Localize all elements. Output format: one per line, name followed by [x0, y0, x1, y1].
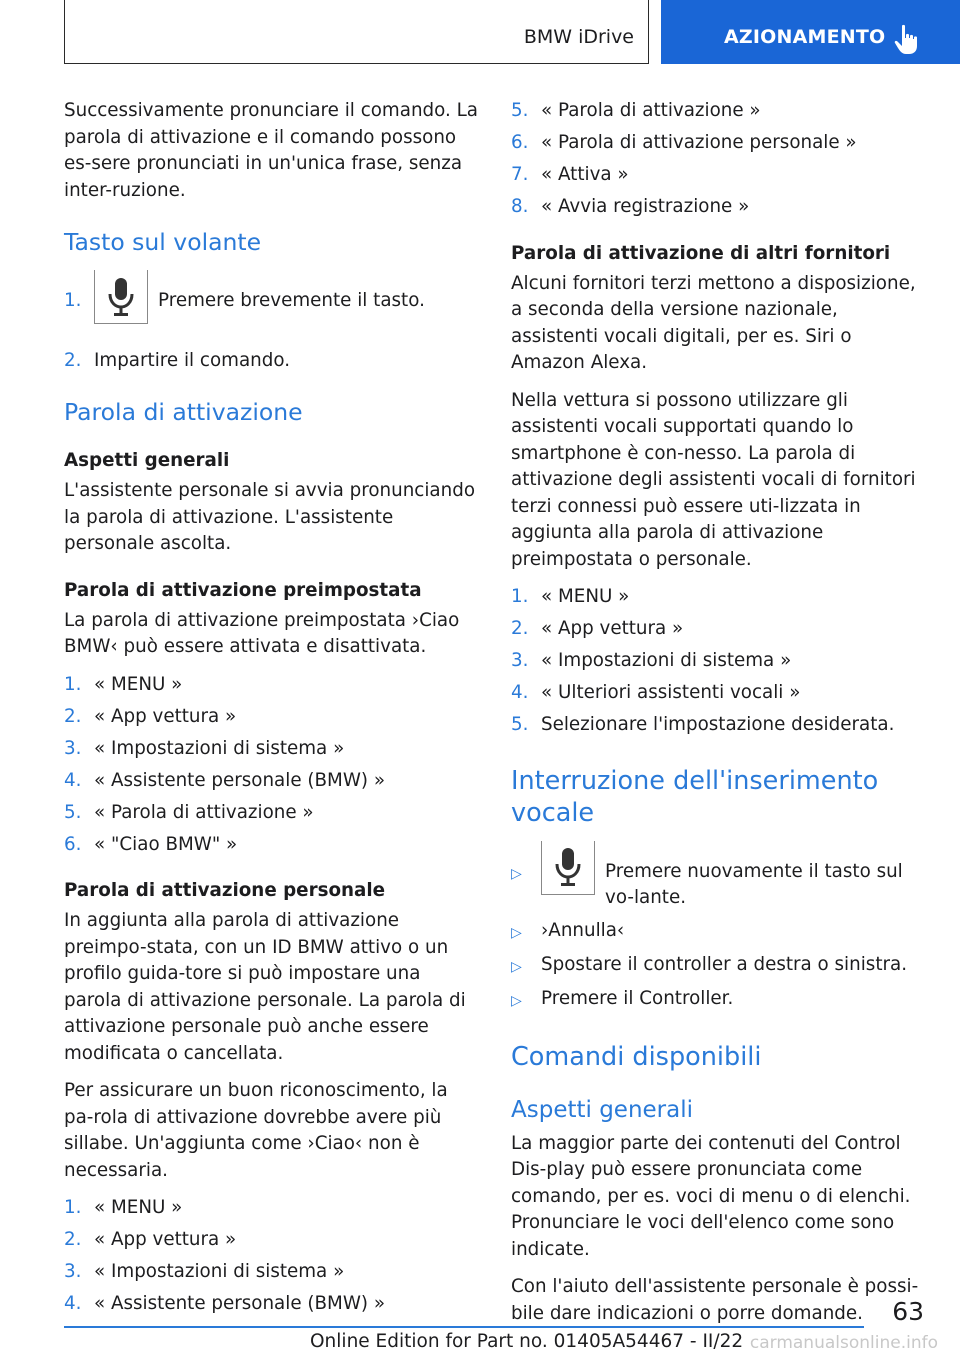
preimpostata-steps: [64, 672, 479, 859]
aspetti-paragraph: L'assistente personale si avvia pronunciando la parola di attivazione. L'assistente personale ascolta.: [64, 480, 476, 554]
list-item: 1. Premere brevemente il tasto.: [64, 288, 479, 342]
heading-preimpostata: Parola di attivazione preimpostata: [64, 579, 422, 601]
list-item: 5. « Parola di attivazione »: [64, 801, 314, 823]
footer-divider: [64, 1326, 864, 1328]
list-item: 2. Impartire il comando.: [64, 349, 291, 371]
list-item: 1. « MENU »: [64, 1197, 183, 1218]
list-item: 2. « App vettura »: [511, 618, 684, 639]
mic-button-box: [94, 270, 148, 324]
personale-paragraph-1: In aggiunta alla parola di attivazione preimpo-stata, con un ID BMW attivo o un profilo guida-tore si può impostare una parola di attivazione personale. La parola di attivazione personale può anche essere modificata o cancellata.: [64, 910, 466, 1064]
heading-parola-attivazione: Parola di attivazione: [64, 398, 303, 426]
triangle-bullet-icon: ▷: [511, 959, 522, 975]
list-item: 4. « Assistente personale (BMW) »: [64, 1293, 386, 1314]
list-item: ▷ Premere il Controller.: [511, 986, 926, 1015]
list-item: 1. « MENU »: [511, 586, 630, 607]
tasto-steps: [64, 288, 479, 374]
heading-aspetti-generali: Aspetti generali: [64, 450, 230, 471]
list-item: 7. « Attiva »: [511, 164, 629, 185]
list-item: 4. « Assistente personale (BMW) »: [64, 769, 386, 791]
altri-steps: [511, 584, 926, 739]
header-section-title: BMW iDrive: [523, 26, 634, 48]
list-item: 3. « Impostazioni di sistema »: [64, 1261, 345, 1282]
altri-paragraph-2: Nella vettura si possono utilizzare gli assistenti vocali supportati quando lo smartphone è con-nesso. La parola di attivazione degli assistenti vocali di fornitori terzi connessi può essere uti-lizzata in aggiunta alla parola di attivazione preimpostata o personale.: [511, 389, 916, 570]
microphone-icon: [552, 846, 584, 888]
pointing-hand-icon: [893, 24, 923, 56]
triangle-bullet-icon: ▷: [511, 865, 522, 882]
mic-button-box: [541, 841, 595, 895]
list-item: 5. Selezionare l'impostazione desiderata.: [511, 714, 895, 735]
triangle-bullet-icon: ▷: [511, 993, 522, 1009]
list-item: ▷ ›Annulla‹: [511, 918, 926, 947]
list-item: 6. « "Ciao BMW" »: [64, 833, 238, 855]
heading-personale: Parola di attivazione personale: [64, 880, 386, 901]
list-item: 3. « Impostazioni di sistema »: [511, 650, 792, 671]
list-item: 3. « Impostazioni di sistema »: [64, 737, 345, 759]
header-section-box: [64, 0, 649, 64]
heading-tasto-volante: Tasto sul volante: [64, 228, 262, 256]
footer-edition: Online Edition for Part no. 01405A54467 - II/22: [310, 1331, 744, 1352]
list-item: 4. « Ulteriori assistenti vocali »: [511, 682, 801, 703]
personale-paragraph-2: Per assicurare un buon riconoscimento, la pa-rola di attivazione dovrebbe avere più sillabe. Un'aggiunta come ›Ciao‹ non è necessaria.: [64, 1080, 448, 1181]
comandi-paragraph-1: La maggior parte dei contenuti del Control Dis-play può essere pronunciata come comando, per es. voci di menu o di elenchi. Pronunciare le voci dell'elenco come sono indicate.: [511, 1132, 911, 1260]
heading-comandi: Comandi disponibili: [511, 1041, 762, 1072]
list-item: 2. « App vettura »: [64, 1229, 237, 1250]
microphone-icon: [105, 276, 137, 318]
intro-paragraph: Successivamente pronunciare il comando. La parola di attivazione e il comando possono es-sere pronunciati in un'unica frase, senza inter-ruzione.: [64, 100, 479, 201]
personale-steps-continued: [511, 98, 926, 221]
list-item: 2. « App vettura »: [64, 705, 237, 727]
list-item: 8. « Avvia registrazione »: [511, 196, 750, 217]
list-item: 6. « Parola di attivazione personale »: [511, 132, 857, 153]
list-item: ▷ Spostare il controller a destra o sinistra.: [511, 952, 926, 981]
list-item: 5. « Parola di attivazione »: [511, 100, 761, 121]
preimpostata-paragraph: La parola di attivazione preimpostata ›Ciao BMW‹ può essere attivata e disattivata.: [64, 609, 460, 657]
triangle-bullet-icon: ▷: [511, 925, 522, 941]
heading-aspetti-generali-2: Aspetti generali: [511, 1096, 694, 1123]
altri-paragraph-1: Alcuni fornitori terzi mettono a disposizione, a seconda della versione nazionale, assistenti vocali digitali, per es. Siri o Amazon Alexa.: [511, 272, 916, 373]
personale-steps: [64, 1195, 479, 1318]
left-column: [64, 98, 479, 1332]
page-number: 63: [892, 1297, 924, 1326]
heading-altri-fornitori: Parola di attivazione di altri fornitori: [511, 242, 891, 264]
interruzione-bullets: [511, 859, 926, 1015]
heading-interruzione: Interruzione dell'inserimento vocale: [511, 765, 879, 828]
list-item: 1. « MENU »: [64, 673, 183, 695]
list-item: ▷ Premere nuovamente il tasto sul vo-lante.: [511, 859, 926, 913]
comandi-paragraph-2: Con l'aiuto dell'assistente personale è possi-bile dare indicazioni o porre domande.: [511, 1276, 919, 1324]
header-chapter-box: [661, 0, 960, 64]
right-column: [511, 98, 926, 1338]
watermark: carmanualsonline.info: [749, 1333, 938, 1353]
header-chapter-title: AZIONAMENTO: [724, 26, 886, 48]
